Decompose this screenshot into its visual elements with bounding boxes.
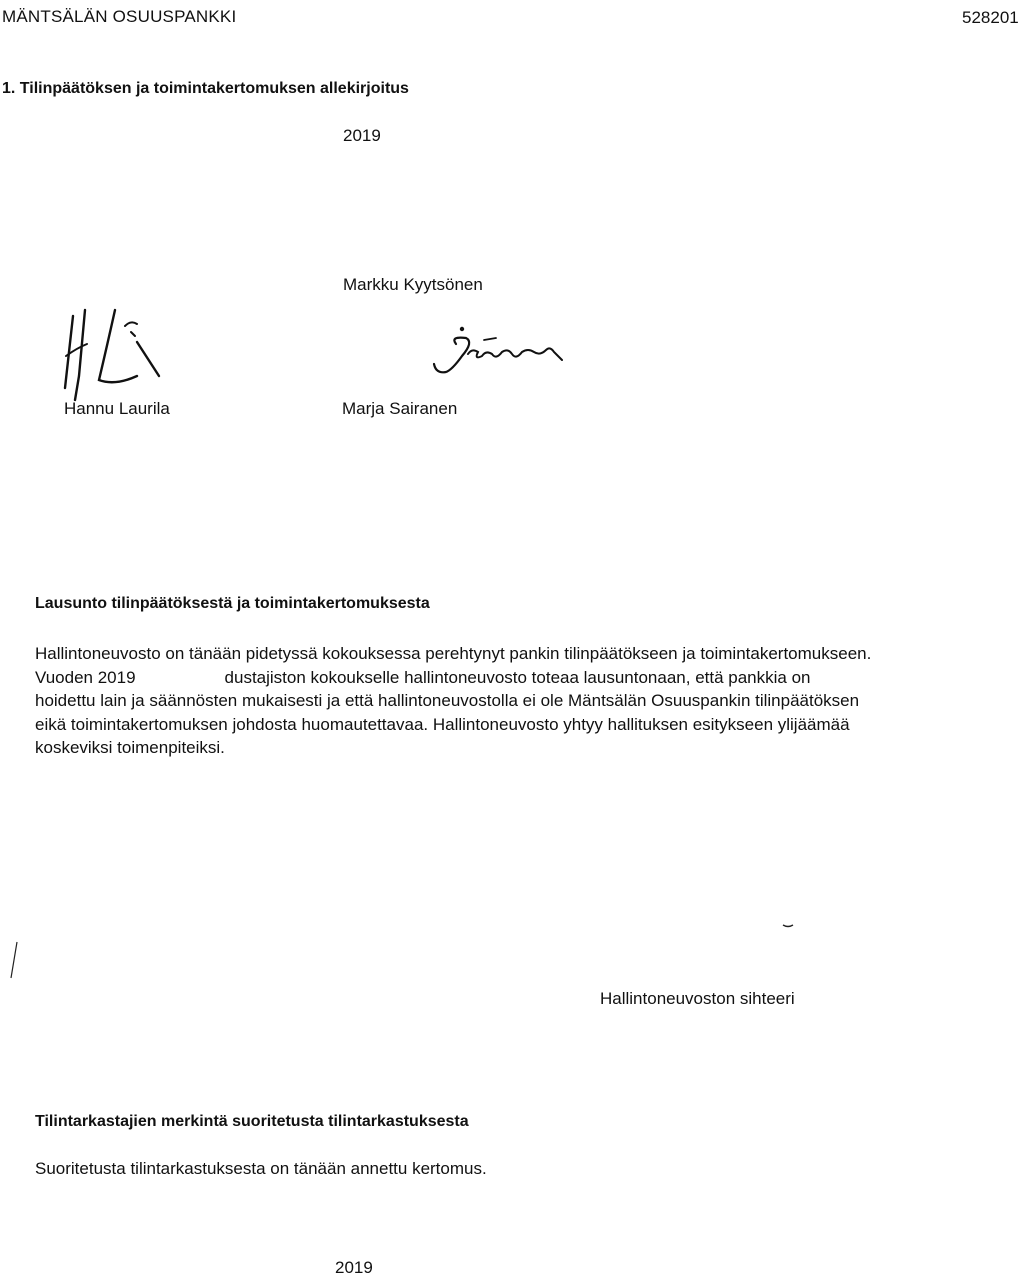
- audit-year: 2019: [335, 1258, 373, 1277]
- signatory-marja-sairanen: Marja Sairanen: [342, 399, 458, 418]
- audit-statement: Suoritetusta tilintarkastuksesta on tänään annettu kertomus.: [35, 1159, 487, 1178]
- pen-mark: [8, 940, 20, 980]
- section-signature-heading: 1. Tilinpäätöksen ja toimintakertomuksen allekirjoitus: [2, 80, 409, 97]
- organization-name: MÄNTSÄLÄN OSUUSPANKKI: [2, 7, 237, 26]
- secretary-title: Hallintoneuvoston sihteeri: [600, 989, 795, 1008]
- section-statement-heading: Lausunto tilinpäätöksestä ja toimintakertomuksesta: [35, 595, 430, 612]
- statement-line-end: dustajiston kokoukselle hallintoneuvosto toteaa lausuntonaan, että pankkia on: [224, 667, 811, 687]
- statement-line-start: Vuoden 2019: [35, 667, 136, 687]
- signature-marja-sairanen: [422, 322, 602, 392]
- statement-line: [35, 666, 975, 690]
- statement-line: koskeviksi toimenpiteiksi.: [35, 738, 225, 757]
- statement-line: hoidettu lain ja säännösten mukaisesti ja että hallintoneuvostolla ei ole Mäntsälän Osuuspankin tilinpäätöksen: [35, 691, 860, 710]
- statement-line: eikä toimintakertomuksen johdosta huomautettavaa. Hallintoneuvosto yhtyy hallituksen esitykseen ylijäämää: [35, 714, 850, 734]
- section-audit-heading: Tilintarkastajien merkintä suoritetusta tilintarkastuksesta: [35, 1113, 469, 1130]
- statement-line: Hallintoneuvosto on tänään pidetyssä kokouksessa perehtynyt pankin tilinpäätökseen ja toimintakertomukseen.: [35, 644, 872, 663]
- signatory-markku-kyytsonen: Markku Kyytsönen: [343, 275, 483, 294]
- pen-mark: [782, 922, 794, 930]
- signature-hannu-laurila: [55, 296, 215, 406]
- statement-paragraph: [35, 642, 975, 760]
- signature-year: 2019: [343, 126, 381, 145]
- organization-code: 528201: [962, 8, 1019, 27]
- signatory-hannu-laurila: Hannu Laurila: [64, 399, 170, 418]
